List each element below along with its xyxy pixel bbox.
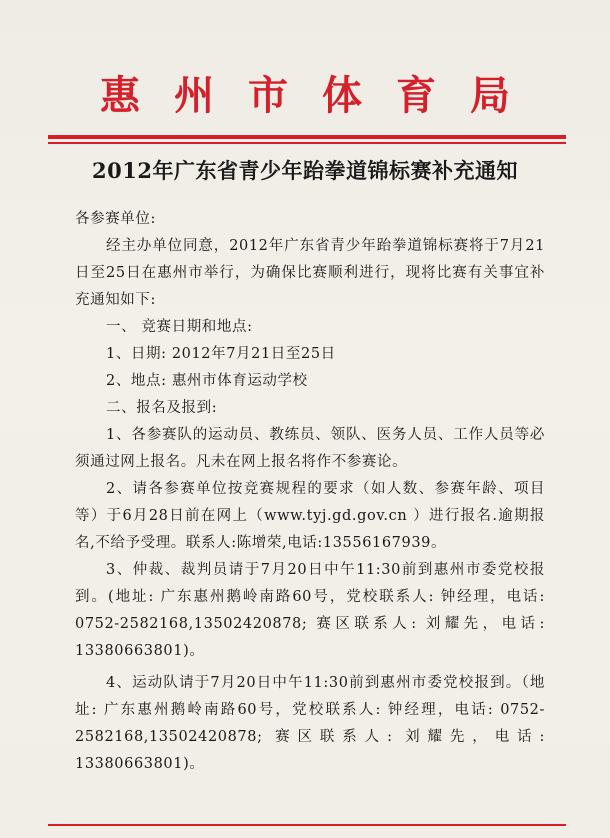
- section2-item1: 1、各参赛队的运动员、教练员、领队、医务人员、工作人员等必须通过网上报名。凡未在网上报名将作不参赛论。: [75, 427, 545, 470]
- intro-paragraph: 经主办单位同意，2012年广东省青少年跆拳道锦标赛将于7月21日至25日在惠州市举行，为确保比赛顺利进行，现将比赛有关事宜补充通知如下:: [75, 238, 545, 308]
- section2-heading: 二、报名及报到:: [106, 400, 218, 416]
- section1-date: 1、日期: 2012年7月21日至25日: [106, 346, 336, 362]
- salutation: 各参赛单位:: [75, 211, 156, 227]
- section1-place: 2、地点: 惠州市体育运动学校: [106, 373, 308, 389]
- document-body: [75, 206, 545, 778]
- section1-heading: 一、 竞赛日期和地点:: [106, 319, 253, 335]
- section2-item3: 3、仲裁、裁判员请于7月20日中午11:30前到惠州市委党校报到。(地址: 广东惠州鹅岭南路60号，党校联系人: 钟经理，电话: 0752-2582168,13502420878; 赛区联系人: 刘耀先，电话: 13380663801)。: [75, 562, 545, 659]
- document-title: 2012年广东省青少年跆拳道锦标赛补充通知: [92, 158, 518, 183]
- footer-rule: [48, 824, 566, 826]
- letterhead-thick-rule: [48, 135, 566, 139]
- letterhead-thin-rule: [48, 142, 566, 144]
- section2-item4: 4、运动队请于7月20日中午11:30前到惠州市委党校报到。（地址: 广东惠州鹅岭南路60号，党校联系人: 钟经理，电话: 0752-2582168,13502420878; 赛区联系人: 刘耀先，电话: 13380663801)。: [75, 675, 545, 772]
- letterhead-title: 惠州市体育局: [100, 73, 544, 119]
- section2-item2: 2、请各参赛单位按竞赛规程的要求（如人数、参赛年龄、项目等）于6月28日前在网上（www.tyj.gd.gov.cn ）进行报名.逾期报名,不给予受理。联系人:陈增荣,电话:13556167939。: [75, 481, 545, 551]
